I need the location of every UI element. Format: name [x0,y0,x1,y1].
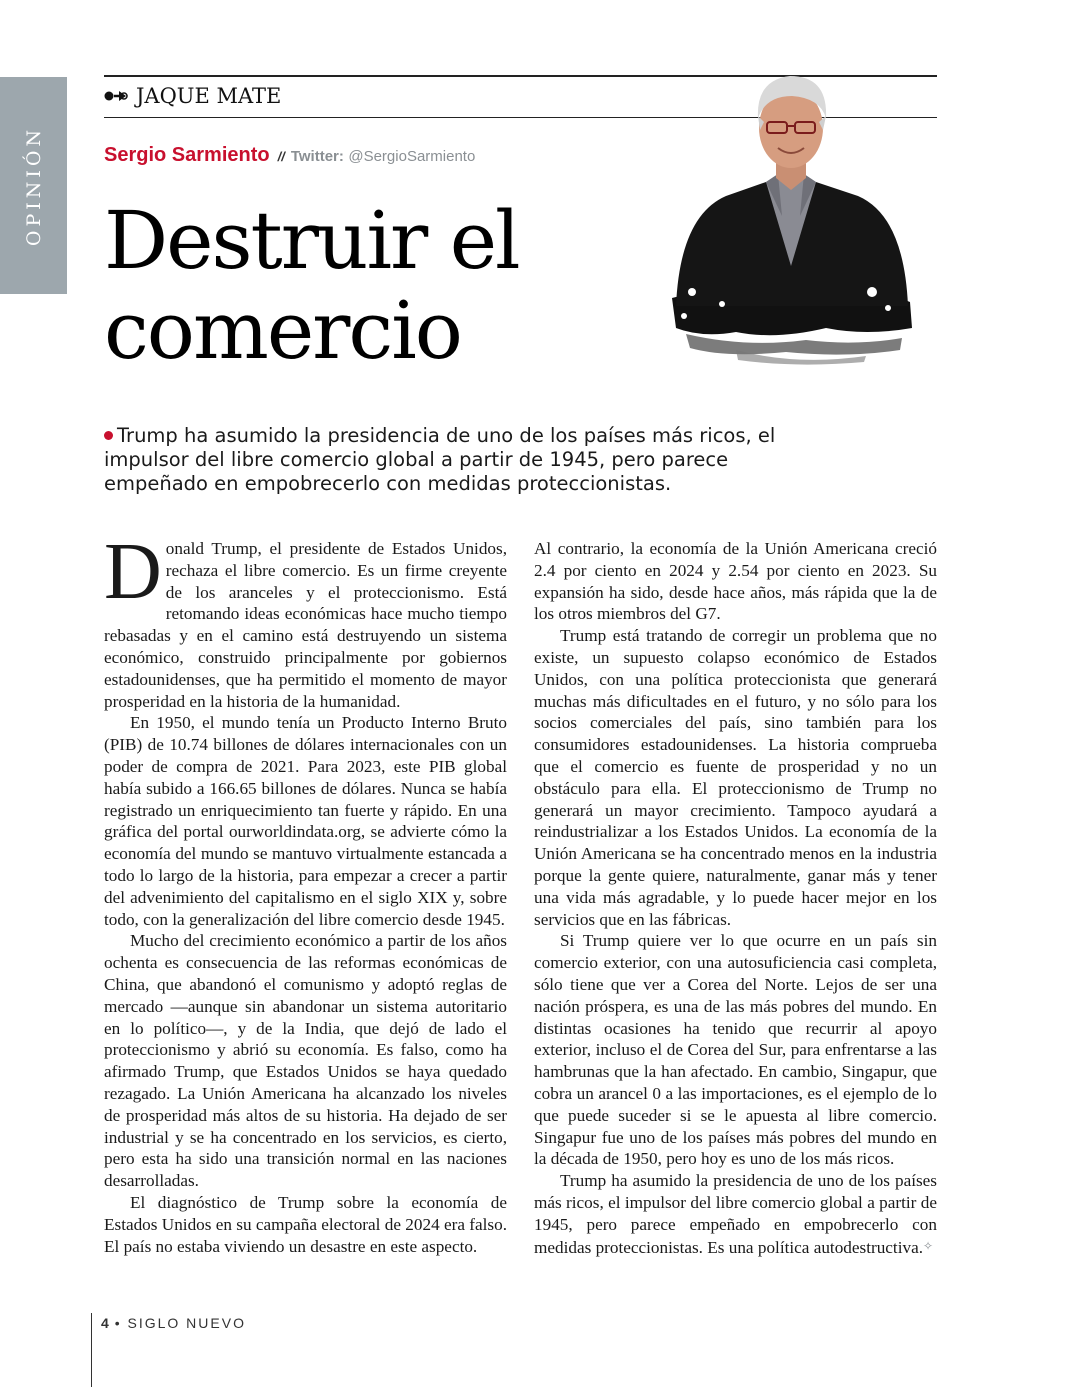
paragraph-1 [104,528,507,712]
paragraph-2: En 1950, el mundo tenía un Producto Interno Bruto (PIB) de 10.74 billones de dólares internacionales con un poder de compra de 2021. Para 2023, este PIB global había subido a 166.65 billones de dólares. Nunca se había registrado un enriquecimiento tan fuerte y rápido. En una gráfica del portal ourworldindata.org, se advierte cómo la economía del mundo se mantuvo virtualmente estancada a todo lo largo de la historia, para empezar a crecer a partir del advenimiento del capitalismo en el siglo XIX y, sobre todo, con la generalización del libre comercio desde 1945. [104,713,507,929]
byline-separator: // [277,149,285,164]
headline [104,196,664,376]
paragraph-8 [534,1170,937,1258]
paragraph-8-text: Trump ha asumido la presidencia de uno de los países más ricos, el impulsor del libre comercio global a partir de 1945, pero parece empeñado en empobrecerlo con medidas proteccionistas. Es una política autodestructiva. [534,1171,937,1257]
drop-cap: D [104,528,162,616]
author-name: Sergio Sarmiento [104,144,270,166]
headline-line-1: Destruir el [104,194,519,287]
column-title: JAQUE MATE [136,84,282,108]
paragraph-4: El diagnóstico de Trump sobre la economía de Estados Unidos en su campaña electoral de 2024 era falso. El país no estaba viviendo un desastre en este aspecto. [104,1192,507,1256]
footer-rule [91,1313,92,1387]
author-portrait [666,66,916,366]
paragraph-6: Trump está tratando de corregir un problema que no existe, un supuesto colapso económico de Estados Unidos, con una política proteccionista que generará muchas más dificultades en el futuro, y no sólo para los socios comerciales del país, sino también para los consumidores estadounidenses. La historia comprueba que el comercio es fuente de prosperidad y no un obstáculo para ella. El proteccionismo de Trump no generará un mayor crecimiento. Tampoco ayudará a reindustrializar a los Estados Unidos. La economía de la Unión Americana se ha concentrado menos en la industria porque la gente quiere, naturalmente, ganar más y tener una vida más agradable, y lo puede hacer mejor en los servicios que en las fábricas. [534,626,937,929]
byline [104,144,475,167]
twitter-handle[interactable]: @SergioSarmiento [348,148,476,165]
side-tab-label: OPINIÓN [22,125,45,246]
article-column-left [104,528,507,1257]
headline-line-2: comercio [104,284,461,377]
twitter-label: Twitter: [290,148,344,165]
paragraph-3: Mucho del crecimiento económico a partir de los años ochenta es consecuencia de las reformas económicas de China, que abandonó el comunismo y adoptó reglas de mercado —aunque sin abandonar un sistema autoritario en lo político—, y de la India, que dejó de lado el proteccionismo y abrió su economía. Es falso, como ha afirmado Trump, que Estados Unidos se haya quedado rezagado. La Unión Americana ha alcanzado los niveles de prosperidad más altos de su historia. Ha dejado de ser industrial y se ha concentrado en los servicios, es cierto, pero esta ha sido una transición normal en las naciones desarrolladas. [104,931,507,1191]
article-column-right [534,538,937,1258]
lede-text: Trump ha asumido la presidencia de uno de los países más ricos, el impulsor del libre comercio global a partir de 1945, pero parece empeñado en empobrecerlo con medidas proteccionistas. [104,424,776,495]
paragraph-1-text: onald Trump, el presidente de Estados Unidos, rechaza el libre comercio. Es un firme creyente de los aranceles y el proteccionismo. Está retomando ideas económicas hace mucho tiempo rebasadas y en el camino está destruyendo un sistema económico, construido principalmente por gobiernos estadounidenses, que ha permitido el momento de mayor prosperidad en la historia de la humanidad. [104,539,507,711]
paragraph-5: Al contrario, la economía de la Unión Americana creció 2.4 por ciento en 2024 y 2.54 por ciento en 2023. Su expansión ha sido, desde hace años, más rápida que la de los otros miembros del G7. [534,539,937,624]
paragraph-7: Si Trump quiere ver lo que ocurre en un país sin comercio exterior, con una autosuficiencia casi completa, sólo tiene que ver a Corea del Norte. Lejos de ser una nación próspera, es una de las más pobres del mundo. En distintas ocasiones ha tenido que recurrir al apoyo exterior, incluso el de Corea del Sur, para enfrentarse a las hambrunas que la han afectado. En cambio, Singapur, que cobra un arancel 0 a las importaciones, es el ejemplo de lo que puede suceder si se le apuesta al libre comercio. Singapur fue uno de los países más pobres del mundo en la década de 1950, pero hoy es uno de los más ricos. [534,931,937,1169]
section-side-tab [0,77,67,294]
bullet-dot-icon [104,431,113,440]
end-mark-icon: ✧ [923,1238,934,1253]
column-name [104,84,281,108]
publication-name: SIGLO NUEVO [127,1315,246,1331]
footer-bullet: • [114,1315,122,1331]
article-lede [104,424,784,496]
pawn-arrow-icon [104,89,128,103]
page-number: 4 [101,1315,109,1331]
page-footer [101,1315,246,1331]
